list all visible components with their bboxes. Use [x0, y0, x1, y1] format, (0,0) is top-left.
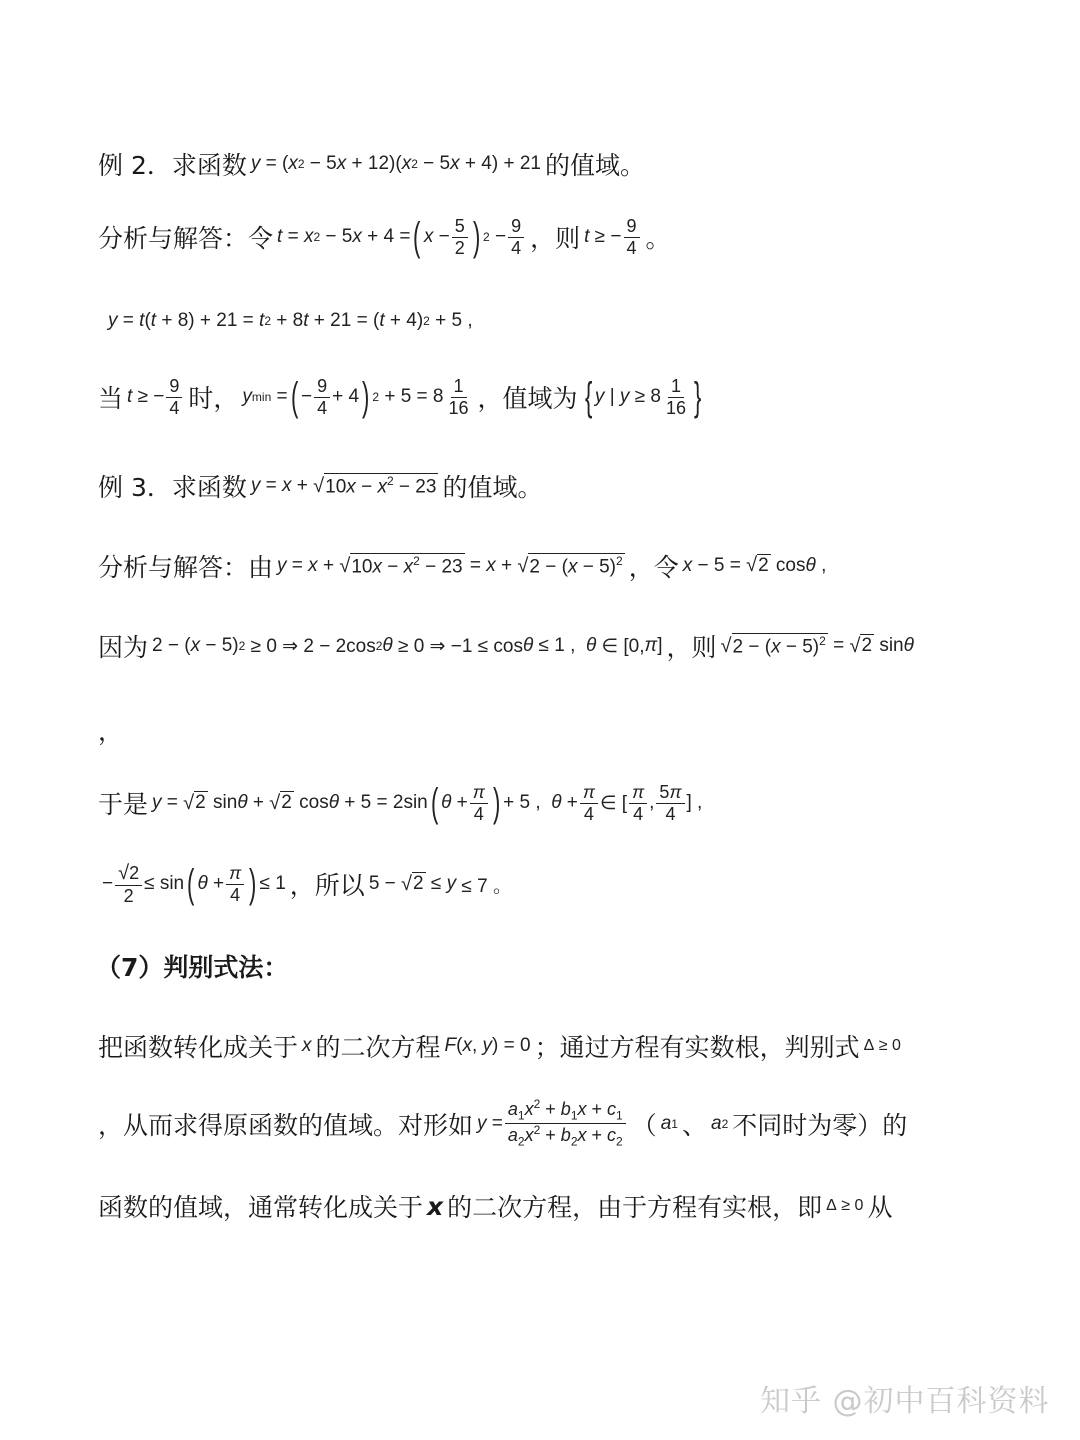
because-line [98, 628, 918, 664]
formula-y-product: y = ( x 2 − 5 x + 12)( x 2 − 5 x + 4) + 21 [250, 153, 541, 174]
formula-rational: y = $\frac{a_1x^2 + b_1x + c_1}{a_2x^2 + b_2x + c_2}$ [477, 1098, 628, 1150]
example-3-line [98, 468, 542, 504]
p2-part-c: 、 [681, 1110, 707, 1140]
p2-part-d: 不同时为零）的 [732, 1110, 908, 1140]
formula-delta-1: Δ ≥ 0 [863, 1037, 901, 1054]
formula-y-trig: y = √ 2 sin θ + √ 2 cos θ + 5 = 2sin ( θ + $\frac{\pi}{4}$ ) + 5 , θ + $\frac{\pi}{4}$ ∈ [ $\frac{\pi}{4}$ , $\frac{5\pi}{4}$ ] , [152, 781, 703, 826]
formula-t-condition: t ≥ − $\frac{9}{4}$ [127, 376, 184, 418]
math-x: x [302, 1035, 312, 1056]
formula-range-set: { y | y ≥ 8 $\frac{1}{16}$ } [584, 375, 702, 420]
formula-final-range: 5 − √ 2 ≤ y ≤ 7 。 [368, 872, 512, 897]
formula-delta-2: Δ ≥ 0 [826, 1197, 864, 1214]
method-title-line [96, 948, 288, 984]
so-line [98, 782, 706, 824]
watermark: 知乎 @初中百科资料 [760, 1384, 1050, 1419]
formula-y-rewrite: y = x + √ $10x - x^2 - 23$ = x + √ $2 - (x - 5)^2$ [277, 553, 623, 578]
p2-part-a: ，从而求得原函数的值域。对形如 [98, 1110, 474, 1140]
formula-y-in-t-line [104, 310, 477, 332]
paragraph-3 [98, 1188, 892, 1224]
minimum-mid: 时， [188, 384, 239, 414]
p1-part-a: 把函数转化成关于 [98, 1033, 299, 1062]
formula-y-min: y min = ( − $\frac{9}{4}$ + 4 ) 2 + 5 = 8 $\frac{1}{16}$ [242, 375, 469, 420]
so-label: 于是 [98, 790, 149, 820]
p3-part-b: 的二次方程，由于方程有实根，即 [447, 1193, 823, 1222]
analysis-1-tail: 。 [645, 224, 671, 254]
formula-x-substitution: x − 5 = √ 2 cos θ , [682, 554, 827, 577]
minimum-line [98, 376, 708, 418]
formula-F: F ( x , y ) = 0 [444, 1035, 531, 1056]
analysis-3-mid: ，令 [628, 553, 679, 582]
comma-line [98, 712, 123, 748]
formula-sqrt-sin: √ $2 - (x - 5)^2$ = √ 2 sin θ [720, 633, 914, 658]
formula-t-substitution: t = x 2 − 5 x + 4 = ( x − $\frac{5}{2}$ ) 2 − $\frac{9}{4}$ [277, 216, 526, 258]
because-mid: ，则 [666, 633, 717, 662]
analysis-3-line [98, 548, 830, 584]
formula-t-bound: t ≥ − $\frac{9}{4}$ [584, 216, 641, 258]
example-2-line [98, 146, 645, 182]
p3-bold-x: x [427, 1191, 444, 1221]
because-label: 因为 [98, 633, 149, 662]
p3-part-c: 从 [867, 1193, 893, 1222]
analysis-1-mid: ，则 [530, 224, 581, 254]
analysis-3-label: 分析与解答：由 [98, 553, 274, 582]
trailing-comma: ， [98, 717, 124, 746]
formula-y-in-t: y = t ( t + 8) + 21 = t 2 + 8 t + 21 = ( t + 4) 2 + 5 , [108, 310, 473, 331]
p2-part-b: （ [631, 1110, 657, 1140]
math-a1: a 1 [660, 1112, 678, 1134]
minimum-label: 当 [98, 384, 124, 414]
p1-part-c: ；通过方程有实数根，判别式 [534, 1033, 860, 1062]
formula-sin-bound: − $\frac{√2}{2}$ ≤ sin ( θ + $\frac{\pi}{4}$ ) ≤ 1 [102, 862, 286, 907]
formula-inequality-chain: 2 − ( x − 5) 2 ≥ 0 ⇒ 2 − 2cos 2 θ ≥ 0 ⇒ −1 ≤ cos θ ≤ 1 , θ ∈ [0, π ] [152, 635, 663, 657]
math-a2: a 2 [711, 1112, 729, 1134]
range-label: ，值域为 [477, 384, 578, 414]
example-3-label: 例 3．求函数 [98, 473, 247, 502]
result-line [98, 862, 516, 907]
paragraph-2 [98, 1098, 907, 1150]
analysis-1-line [98, 216, 671, 258]
result-mid: ，所以 [289, 871, 365, 901]
paragraph-1 [98, 1028, 905, 1064]
example-2-label: 例 2．求函数 [98, 151, 247, 180]
formula-y-sqrt: y = x + √ $10x - x^2 - 23$ [250, 473, 437, 498]
p1-part-b: 的二次方程 [315, 1033, 441, 1062]
p3-part-a: 函数的值域，通常转化成关于 [98, 1193, 424, 1222]
analysis-1-label: 分析与解答：令 [98, 224, 274, 254]
example-2-tail: 的值域。 [544, 151, 645, 180]
method-title: （7）判别式法： [96, 953, 289, 982]
example-3-tail: 的值域。 [442, 473, 543, 502]
